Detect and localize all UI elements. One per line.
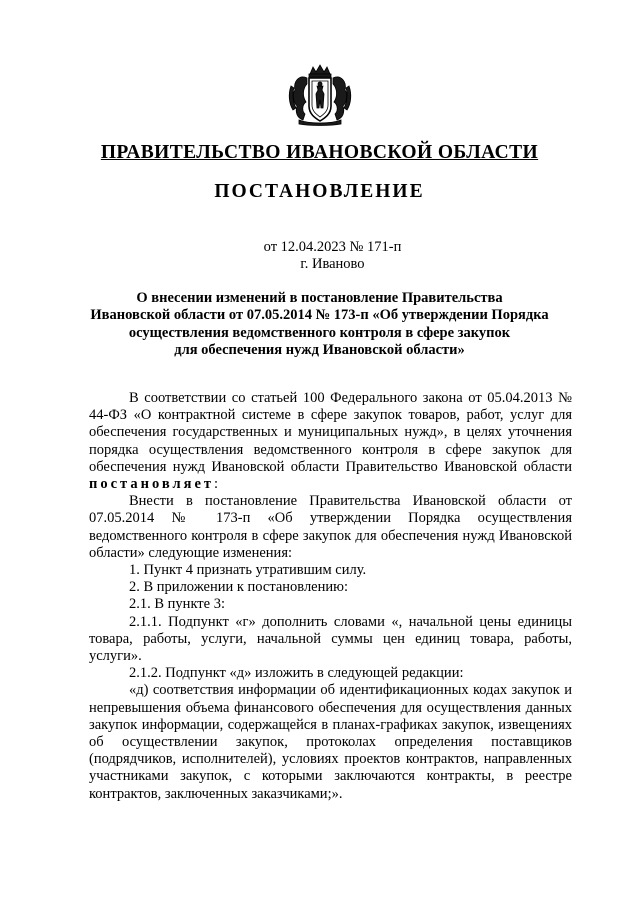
document-meta <box>0 239 639 273</box>
title-line: осуществления ведомственного контроля в сфере закупок <box>128 324 511 341</box>
place: г. Иваново <box>300 256 365 272</box>
colon: : <box>214 476 219 493</box>
date-number: от 12.04.2023 № 171-п <box>263 239 402 255</box>
paragraph: 2. В приложении к постановлению: <box>129 579 349 596</box>
title-line: О внесении изменений в постановление Правительства <box>136 290 503 306</box>
paragraph: 2.1.2. Подпункт «д» изложить в следующей редакции: <box>129 665 464 682</box>
document-title <box>0 290 639 359</box>
paragraph: 1. Пункт 4 признать утратившим силу. <box>129 562 367 579</box>
paragraph <box>89 390 572 493</box>
title-line: для обеспечения нужд Ивановской области» <box>174 341 465 358</box>
paragraph-text: В соответствии со статьей 100 Федерального закона от 05.04.2013 № 44-ФЗ «О контрактной системе в сфере закупок товаров, работ, услуг для обеспечения государственных и муниципальных нужд», в целях уточнения порядка осуществления ведомственного контроля в сфере закупок для обеспечения нужд Ивановской области Правительство Ивановской области <box>89 390 572 475</box>
coat-of-arms-icon <box>287 64 353 126</box>
paragraph: «д) соответствия информации об идентификационных кодах закупок и непревышения объема финансового обеспечения для осуществления данных закупок информации, содержащейся в планах-графиках закупок, извещениях об осуществлении закупок, протоколах определения поставщиков (подрядчиков, исполнителей), условиях проектов контрактов, направленных участниками закупок, с которыми заключаются контракты, в реестре контрактов, заключенных заказчиками;». <box>89 682 572 802</box>
paragraph: Внести в постановление Правительства Ивановской области от 07.05.2014 № 173-п «Об утверждении Порядка осуществления ведомственного контроля в сфере закупок для обеспечения нужд Ивановской области» следующие изменения: <box>89 493 572 561</box>
document-type: ПОСТАНОВЛЕНИЕ <box>214 181 425 202</box>
paragraph: 2.1. В пункте 3: <box>129 596 225 613</box>
resolution-word: постановляет <box>89 476 215 493</box>
title-line: Ивановской области от 07.05.2014 № 173-п «Об утверждении Порядка <box>90 307 549 324</box>
document-body <box>89 390 572 803</box>
paragraph: 2.1.1. Подпункт «г» дополнить словами «, начальной цены единицы товара, работы, услуги, начальной суммы цен единиц товара, работы, услуги». <box>89 613 572 665</box>
organization-name: ПРАВИТЕЛЬСТВО ИВАНОВСКОЙ ОБЛАСТИ <box>100 142 539 163</box>
